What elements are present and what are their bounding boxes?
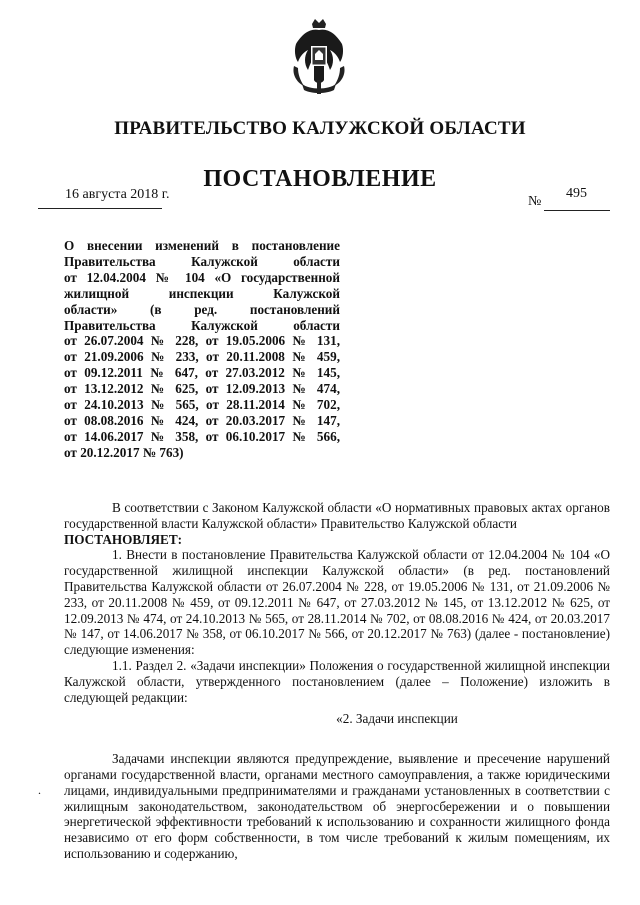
subject-line: от 26.07.2004 № 228, от 19.05.2006 № 131, <box>64 333 340 349</box>
coat-of-arms-icon <box>288 18 350 98</box>
subject-line: жилищной инспекции Калужской <box>64 285 340 301</box>
document-date: 16 августа 2018 г. <box>65 187 170 202</box>
subject-line: от 12.04.2004 № 104 «О государственной <box>64 269 340 285</box>
subject-line: от 21.09.2006 № 233, от 20.11.2008 № 459, <box>64 349 340 365</box>
document-body <box>64 500 610 862</box>
date-underline <box>38 208 162 209</box>
government-title: ПРАВИТЕЛЬСТВО КАЛУЖСКОЙ ОБЛАСТИ <box>114 118 526 139</box>
section-heading: «2. Задачи инспекции <box>336 711 458 727</box>
item-1-paragraph: 1. Внести в постановление Правительства Калужской области от 12.04.2004 № 104 «О государственной жилищной инспекции Калужской области» (в ред. постановлений Правительства Калужской области от 26.07.2004 № 228, от 19.05.2006 № 131, от 21.09.2006 № 233, от 20.11.2008 № 459, от 09.12.2011 № 647, от 27.03.2012 № 145, от 13.12.2012 № 625, от 12.09.2013 № 474, от 24.10.2013 № 565, от 28.11.2014 № 702, от 08.08.2016 № 424, от 20.03.2017 № 147, от 14.06.2017 № 358, от 06.10.2017 № 566, от 20.12.2017 № 763) (далее - постановление) следующие изменения: <box>64 547 610 658</box>
subject-line: Правительства Калужской области <box>64 253 340 269</box>
document-type: ПОСТАНОВЛЕНИЕ <box>203 166 437 192</box>
number-underline <box>544 210 610 211</box>
subject-line: от 09.12.2011 № 647, от 27.03.2012 № 145, <box>64 365 340 381</box>
subject-line: от 14.06.2017 № 358, от 06.10.2017 № 566, <box>64 428 340 444</box>
subject-line: от 24.10.2013 № 565, от 28.11.2014 № 702, <box>64 397 340 413</box>
subject-line: О внесении изменений в постановление <box>64 238 340 253</box>
subject-line: области» (в ред. постановлений <box>64 301 340 317</box>
item-1-1-paragraph: 1.1. Раздел 2. «Задачи инспекции» Положения о государственной жилищной инспекции Калужской области, утвержденного постановлением (далее – Положение) изложить в следующей редакции: <box>64 657 610 705</box>
tasks-paragraph: Задачами инспекции являются предупреждение, выявление и пресечение нарушений органами государственной власти, органами местного самоуправления, а также юридическими лицами, индивидуальными предпринимателями и гражданами установленных в соответствии с жилищным законодательством, законодательством об энергосбережении и о повышении энергетической эффективности требований к использованию и сохранности жилищного фонда независимо от его форм собственности, в том числе требований к жилым помещениям, их использованию и содержанию, <box>64 751 610 861</box>
subject-line: Правительства Калужской области <box>64 317 340 333</box>
subject-line: от 13.12.2012 № 625, от 12.09.2013 № 474, <box>64 381 340 397</box>
document-number: 495 <box>566 186 587 201</box>
document-subject <box>64 238 340 461</box>
stray-mark: . <box>38 783 41 797</box>
subject-line: от 08.08.2016 № 424, от 20.03.2017 № 147, <box>64 412 340 428</box>
spacer <box>64 727 610 751</box>
subject-line: от 20.12.2017 № 763) <box>64 444 184 460</box>
number-label: № <box>528 194 542 209</box>
resolves-heading: ПОСТАНОВЛЯЕТ: <box>64 531 183 547</box>
intro-paragraph: В соответствии с Законом Калужской области «О нормативных правовых актах органов государственной власти Калужской области» Правительство Калужской области <box>64 500 610 531</box>
